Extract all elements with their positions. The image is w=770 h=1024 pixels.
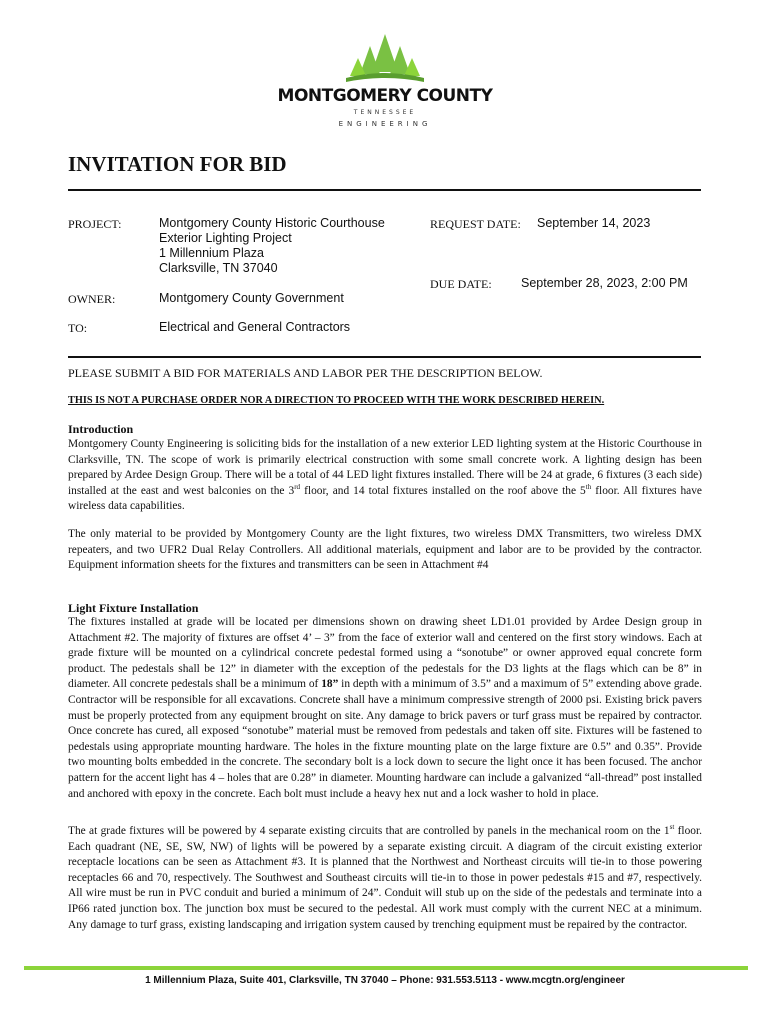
intro-text: floor. All fixtures have wireless data capabilities. <box>68 484 702 513</box>
header-rule <box>68 356 701 358</box>
logo-state: TENNESSEE <box>353 109 417 116</box>
fixture-heading: Light Fixture Installation <box>68 601 199 615</box>
circuits-text: The at grade fixtures will be powered by 4 separate existing circuits that are controlled by panels in the mechanical room on the 1 <box>68 825 670 837</box>
superscript: st <box>669 823 675 832</box>
title-rule <box>68 189 701 191</box>
project-label: PROJECT: <box>68 217 122 231</box>
circuits-paragraph <box>68 824 702 933</box>
footer-bar <box>24 966 748 970</box>
submit-instruction: PLEASE SUBMIT A BID FOR MATERIALS AND LABOR PER THE DESCRIPTION BELOW. <box>68 366 543 380</box>
project-line: Montgomery County Historic Courthouse <box>159 216 385 230</box>
footer-address: 1 Millennium Plaza, Suite 401, Clarksville, TN 37040 – Phone: 931.553.5113 - www.mcgtn.org/engineer <box>145 975 625 986</box>
logo-department: ENGINEERING <box>338 120 432 128</box>
fixture-text: The fixtures installed at grade will be located per dimensions shown on drawing sheet LD1.01 provided by Ardee Design group in Attachment #2. The majority of fixtures are offset 4’ – 3” from the face of exterior wall and centered on the first story windows. Each at grade fixture will be mounted on a cylindrical concrete pedestal formed using a “sonotube” or owner approved equal concrete form product. The pedestals shall be 12” in diameter with the exception of the pedestals for the D3 lights at the flags which can be 8” in diameter. All concrete pedestals shall be a minimum of <box>68 616 702 691</box>
superscript: rd <box>294 482 301 491</box>
request-date-label: REQUEST DATE: <box>430 217 521 231</box>
document-title: INVITATION FOR BID <box>68 152 287 176</box>
request-date-value: September 14, 2023 <box>537 216 651 230</box>
due-date-label: DUE DATE: <box>430 277 492 291</box>
fixture-paragraph <box>68 615 702 802</box>
superscript: th <box>585 482 592 491</box>
to-label: TO: <box>68 321 88 335</box>
owner-label: OWNER: <box>68 292 116 306</box>
intro-heading: Introduction <box>68 422 134 436</box>
intro-text: floor, and 14 total fixtures installed on the roof above the 5 <box>300 484 586 497</box>
project-value <box>159 216 385 276</box>
logo-county-name: MONTGOMERY COUNTY <box>277 86 493 106</box>
circuits-text: floor. Each quadrant (NE, SE, SW, NW) of lights will be powered by a separate existing circuit. A diagram of the circuit existing exterior receptacle locations can be seen as Attachment #3. It is planned that the Northwest and Northeast circuits will tie-in to those powering receptacles 66 and 70, respectively. The Southwest and Southeast circuits will tie-in to those in power pedestals #15 and #7, respectively. All wire must be run in PVC conduit and buried a minimum of 24”. Conduit will stub up on the side of the pedestals and terminate into a IP66 rated junction box. The junction box must be secured to the pedestal. All work must comply with the current NEC at a minimum. Any damage to turf grass, existing landscaping and irrigation system caused by trenching equipment must be repaired by the contractor. <box>68 825 702 931</box>
due-date-value: September 28, 2023, 2:00 PM <box>521 276 688 290</box>
materials-paragraph: The only material to be provided by Montgomery County are the light fixtures, two wireless DMX Transmitters, two wireless DMX repeaters, and two UFR2 Dual Relay Controllers. All additional materials, equipment and labor are to be provided by the contractor. Equipment information sheets for the fixtures and transmitters can be seen in Attachment #4 <box>68 528 702 572</box>
intro-paragraph <box>68 437 702 515</box>
fixture-text: in depth with a minimum of 3.5” and a maximum of 5” extending above grade. Contractor will be responsible for all excavations. Concrete shall have a minimum compressive strength of 2000 psi. Existing brick pavers must be properly protected from any equipment brought on site. Any damage to brick pavers or turf grass must be repaired by contractor. Once concrete has cured, all exposed “sonotube” material must be removed from pedestals and taken off site. Fixtures will be fastened to pedestals using appropriate mounting hardware. The holes in the fixture mounting plate on the large fixture are 0.5” and 0.35”. Provide two mounting bolts embedded in the concrete. The secondary bolt is a lock down to secure the light once it has been focused. The anchor pattern for the accent light has 4 – holes that are 0.28” in diameter. Mounting hardware can include a galvanized “all-thread” post installed and anchored with epoxy in the concrete. Each bolt must include a heavy hex nut and a lock washer to hold in place. <box>68 678 702 800</box>
purchase-order-notice: THIS IS NOT A PURCHASE ORDER NOR A DIRECTION TO PROCEED WITH THE WORK DESCRIBED HEREIN. <box>68 395 605 406</box>
trees-logo-icon <box>342 32 428 84</box>
project-line: Clarksville, TN 37040 <box>159 261 278 275</box>
intro-text: Montgomery County Engineering is soliciting bids for the installation of a new exterior LED lighting system at the Historic Courthouse in Clarksville, TN. The scope of work is primarily electrical construction with some small concrete work. A lighting design has been prepared by Ardee Design Group. There will be a total of 44 LED light fixtures installed. There will be 24 at grade, 6 fixtures (3 each side) installed at the east and west balconies on the 3 <box>68 438 702 497</box>
to-value: Electrical and General Contractors <box>159 320 351 334</box>
project-line: 1 Millennium Plaza <box>159 246 264 260</box>
bold-text: 18” <box>321 678 339 691</box>
project-line: Exterior Lighting Project <box>159 231 292 245</box>
owner-value: Montgomery County Government <box>159 291 344 305</box>
county-logo <box>270 32 500 132</box>
